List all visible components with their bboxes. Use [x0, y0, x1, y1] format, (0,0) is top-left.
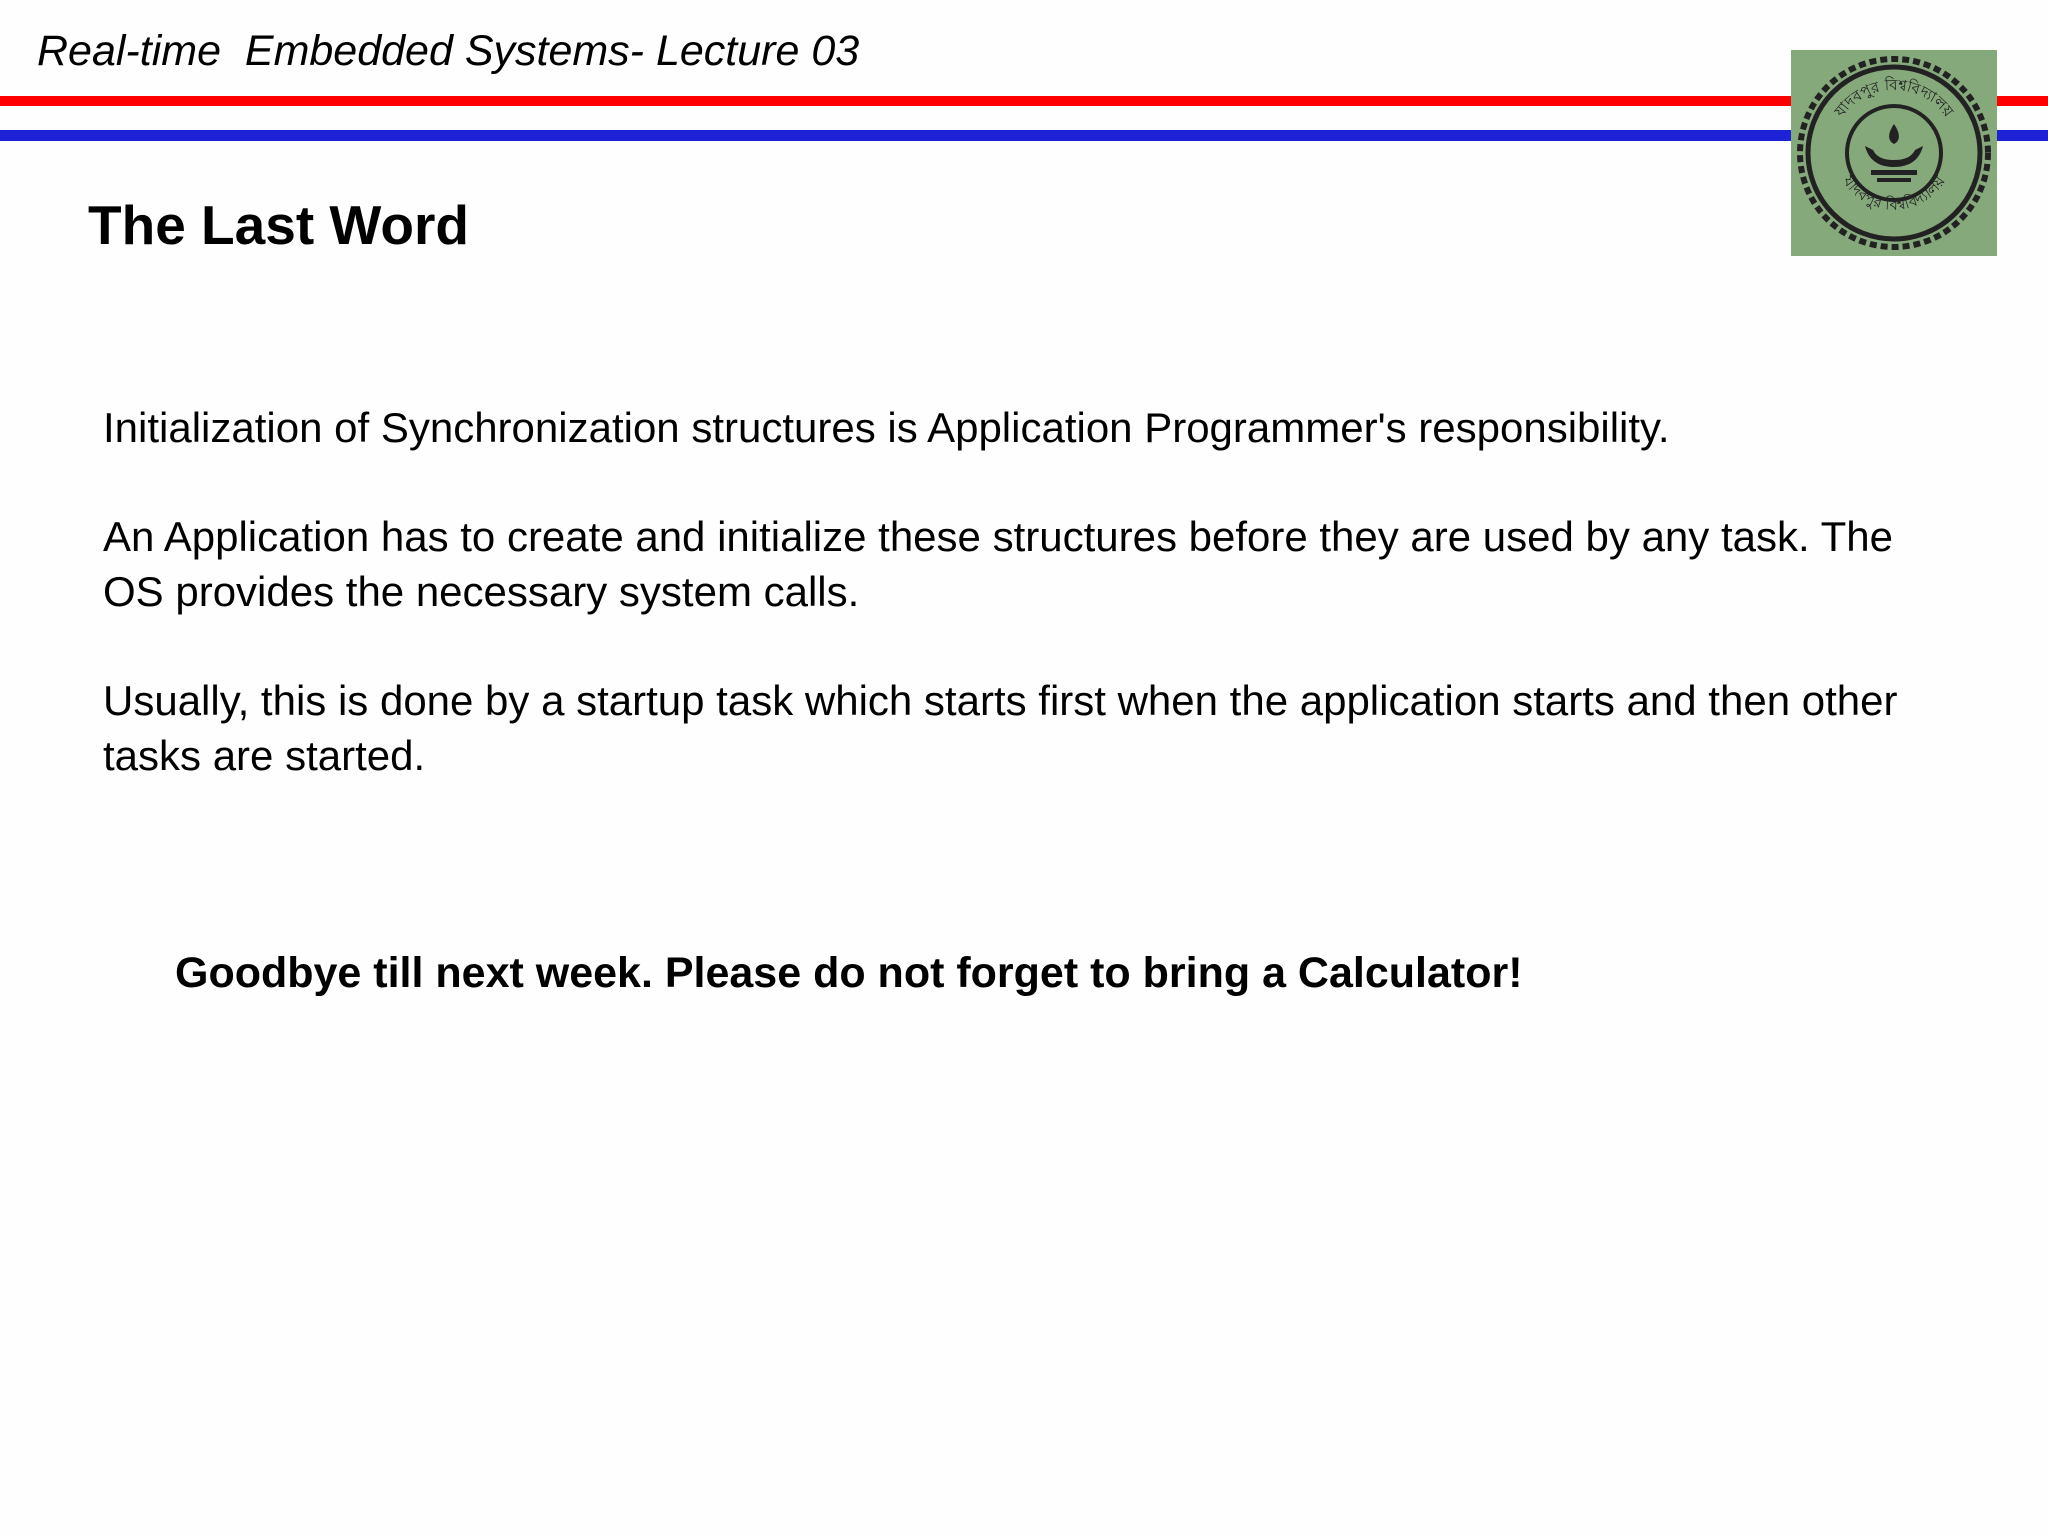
slide-body	[103, 400, 1923, 837]
closing-note: Goodbye till next week. Please do not forget to bring a Calculator!	[175, 949, 1523, 997]
header-rule-red	[0, 96, 2048, 106]
seal-bottom-text: যাদবপুর বিশ্ববিদ্যালয়	[1839, 172, 1949, 214]
university-seal-logo	[1791, 50, 1997, 256]
seal-top-text: যাদবপুর বিশ্ববিদ্যালয়	[1830, 75, 1958, 121]
lecture-header-title: Real-time Embedded Systems- Lecture 03	[37, 27, 860, 75]
slide-title: The Last Word	[88, 194, 469, 256]
svg-text:যাদবপুর বিশ্ববিদ্যালয়	[1839, 172, 1950, 214]
body-paragraph: An Application has to create and initialize these structures before they are used by any task. The OS provides the necessary system calls.	[103, 513, 1893, 615]
body-paragraph: Initialization of Synchronization structures is Application Programmer's responsibility.	[103, 404, 1670, 451]
university-seal-icon	[1791, 50, 1997, 256]
body-paragraph: Usually, this is done by a startup task which starts first when the application starts and then other tasks are started.	[103, 677, 1898, 779]
header-rule-blue	[0, 130, 2048, 141]
